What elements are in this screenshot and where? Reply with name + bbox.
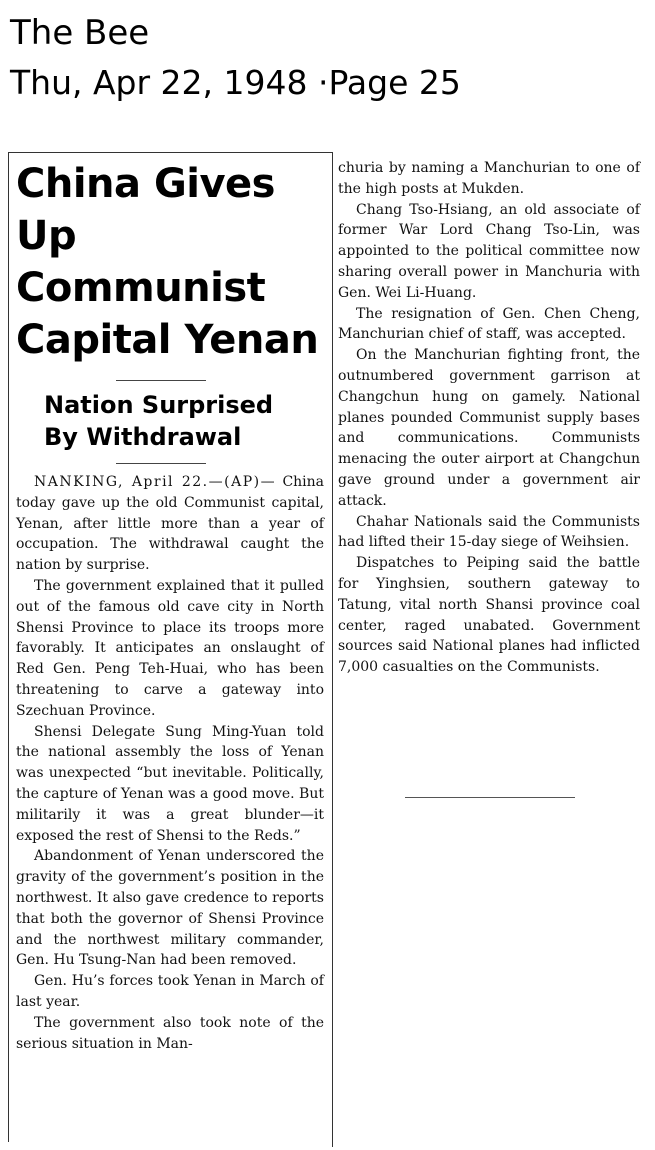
paragraph: Abandonment of Yenan underscored the gravity of the government’s position in the northwest. It also gave credence to reports that both the governor of Shensi Province and the northwest military commander, Gen. Hu Tsung-Nan had been removed. (16, 848, 324, 969)
headline-line-1: China Gives (16, 161, 275, 207)
paragraph: The government explained that it pulled out of the famous old cave city in North Shensi Province to place its troops more favorably. It anticipates an onslaught of Red Gen. Peng Teh-Huai, who has been threatening to carve a gateway into Szechuan Province. (16, 577, 324, 719)
lead-text: China today gave up the old Communist capital, Yenan, after little more than a year of occupation. The withdrawal caught the nation by surprise. (16, 474, 325, 574)
newspaper-name: The Bee (10, 13, 150, 53)
masthead (10, 13, 461, 102)
headline-line-2: Up Communist (16, 213, 266, 311)
top-rule (8, 152, 333, 153)
paragraph: Chang Tso-Hsiang, an old associate of former War Lord Chang Tso-Lin, was appointed to the political committee now sharing overall power in Manchuria with Gen. Wei Li-Huang. (338, 201, 640, 301)
byline: NANKING, April 22.—(AP)— (34, 474, 277, 490)
headline-divider (116, 380, 206, 381)
continued-paragraph: churia by naming a Manchurian to one of the high posts at Mukden. (338, 160, 640, 197)
paragraph: Chahar Nationals said the Communists had lifted their 15-day siege of Weihsien. (338, 513, 640, 551)
headline (16, 158, 324, 366)
paragraph: Gen. Hu’s forces took Yenan in March of last year. (16, 973, 324, 1010)
lead-paragraph (16, 472, 324, 576)
column-rule-left (8, 152, 9, 1142)
subheadline (16, 389, 324, 453)
paragraph: Dispatches to Peiping said the battle for Yinghsien, southern gateway to Tatung, vital north Shansi province coal center, raged unabated. Government sources said National planes had inflicted 7,000 casualties on the Communists. (338, 555, 640, 676)
paragraph: The resignation of Gen. Chen Cheng, Manchurian chief of staff, was accepted. (338, 305, 640, 343)
paragraph: On the Manchurian fighting front, the outnumbered government garrison at Changchun hung on gamely. National planes pounded Communist supply bases and communications. Communists menacing the outer airport at Changchun gave ground under a government air attack. (338, 347, 640, 509)
article-column-1 (16, 158, 324, 1054)
article-end-rule (405, 797, 575, 798)
paragraph: Shensi Delegate Sung Ming-Yuan told the national assembly the loss of Yenan was unexpected “but inevitable. Politically, the capture of Yenan was a good move. But militarily it was a great blunder—it exposed the rest of Shensi to the Reds.” (16, 723, 324, 844)
column-rule-middle (332, 152, 333, 1147)
subhead-line-1: Nation Surprised (44, 391, 274, 419)
paragraph: The government also took note of the serious situation in Man- (16, 1014, 324, 1052)
subhead-line-2: By Withdrawal (44, 423, 242, 451)
subhead-divider (116, 463, 206, 464)
article-column-2 (338, 158, 640, 678)
publication-dateline: Thu, Apr 22, 1948 ·Page 25 (10, 63, 461, 102)
headline-line-3: Capital Yenan (16, 317, 319, 363)
